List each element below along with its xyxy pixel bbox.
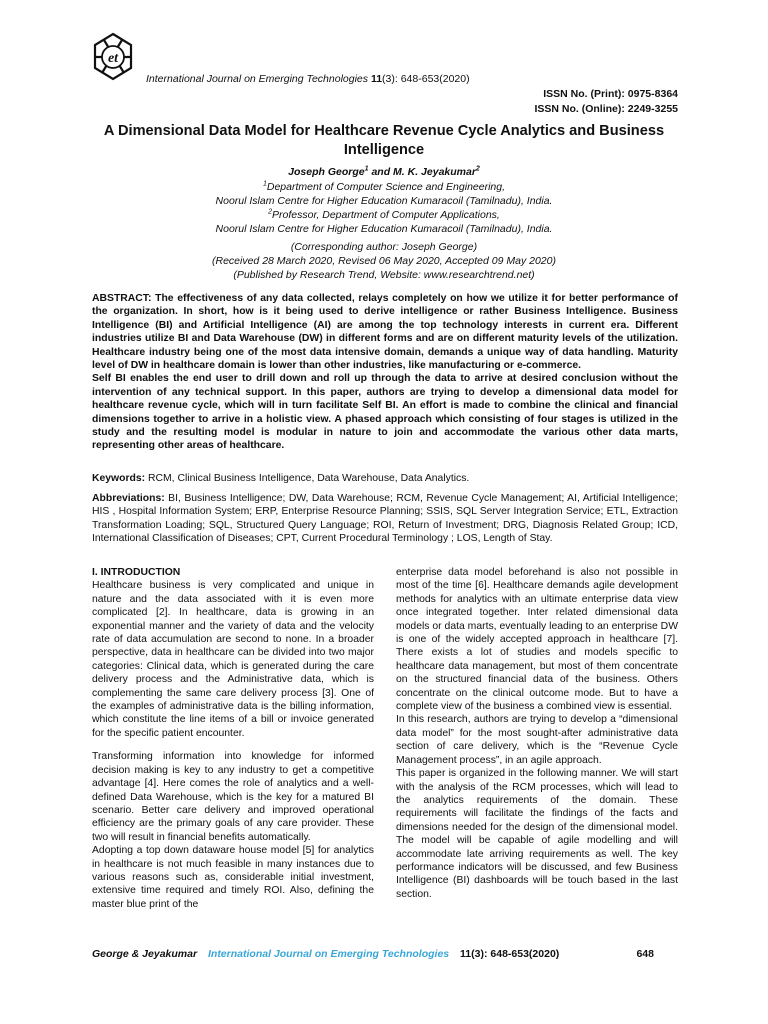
column-right (396, 566, 678, 901)
author-2-sup: 2 (475, 165, 480, 173)
column-left (92, 566, 374, 911)
footer-journal: International Journal on Emerging Technologies (207, 948, 450, 960)
journal-issue-pages: (3): 648-653(2020) (382, 73, 470, 85)
issn-print: ISSN No. (Print): 0975-8364 (543, 88, 678, 100)
abstract (92, 292, 678, 453)
svg-text:et: et (107, 51, 119, 66)
received-dates: (Received 28 March 2020, Revised 06 May 2020, Accepted 09 May 2020) (212, 255, 556, 267)
journal-name: International Journal on Emerging Technologies (146, 73, 369, 85)
affiliation-2-dept (92, 208, 676, 222)
journal-volume: 11 (370, 73, 383, 85)
affiliation-1-sup: 1 (262, 180, 267, 188)
journal-header (146, 73, 470, 85)
keywords (92, 472, 678, 485)
abbreviations-text: BI, Business Intelligence; DW, Data Warehouse; RCM, Revenue Cycle Management; AI, Artificial Intelligence; HIS , Hospital Information System; ERP, Enterprise Resource Planning; SSIS, SQL Server Integration Service; ETL, Extraction Transformation Loading; SQL, Structured Query Language; ROI, Return of Investment; DRG, Diagnosis Related Group; ICD, International Classification of Diseases; CPT, Current Procedural Terminology ; LOS, Length of Stay. (92, 493, 678, 545)
affiliation-1-text: Department of Computer Science and Engineering, (266, 181, 506, 193)
keywords-text: RCM, Clinical Business Intelligence, Data Warehouse, Data Analytics. (145, 473, 470, 484)
author-line (92, 166, 676, 178)
affiliation-2-sup: 2 (268, 208, 273, 216)
intro-paragraph-3: Adopting a top down dataware house model [5] for analytics in healthcare is not much feasible in many instances due to various reasons such as, considerable initial investment, extensive time required and timely ROI. Also, defining the master blue print of the (92, 845, 374, 910)
paper-title: A Dimensional Data Model for Healthcare Revenue Cycle Analytics and Business Intelligence (103, 123, 665, 158)
page-footer (92, 948, 678, 960)
footer-authors: George & Jeyakumar (92, 948, 198, 960)
affiliation-2-text: Professor, Department of Computer Applications, (272, 209, 500, 221)
author-2: M. K. Jeyakumar (393, 166, 476, 178)
intro-paragraph-2: Transforming information into knowledge for informed decision making is key to any industry to get a competitive advantage [4]. Here comes the role of analytics and a well-defined Data Warehouse, which is the key for a matured BI scenario. Better care delivery and improved operational efficiency are the primary goals of any care provider. These two will result in financial benefits automatically. (92, 751, 374, 843)
abstract-paragraph-1: ABSTRACT: The effectiveness of any data collected, relays completely on how we utilize it for better performance of the organization. In short, how is it being used to derive intelligence or rather Business Intelligence. Business Intelligence (BI) and Artificial Intelligence (AI) are among the top technology interests in current era. Different industries utilize BI and Data Warehouse (DW) in different forms and are on different maturity levels of the utilization. Healthcare industry being one of the most data intensive domain, demands a unique way of data handling. Maturity level of DW in healthcare domain is lower than other industries, like manufacturing or e-commerce. (92, 293, 678, 372)
abbreviations-label: Abbreviations: (92, 493, 165, 504)
issn-online: ISSN No. (Online): 2249-3255 (534, 103, 678, 115)
author-1: Joseph George (288, 166, 365, 178)
page-number: 648 (636, 948, 654, 960)
intro-paragraph-5: In this research, authors are trying to develop a “dimensional data model” for the most sought-after administrative data section of care delivery, which is the “Revenue Cycle Management process”, in an agile approach. (396, 714, 678, 766)
abstract-paragraph-2: Self BI enables the end user to drill down and roll up through the data to arrive at desired conclusion without the intervention of any technical support. In this paper, authors are trying to develop a dimensional data model for healthcare revenue cycle, which will in turn facilitate Self BI. An effort is made to combine the clinical and financial dimensions together to arrive in a holistic view. A phased approach which consisting of four stages is utilized in the study and the resulting model is modular in nature to join and accommodate the various other data marts, representing other areas of healthcare. (92, 373, 678, 452)
affiliation-1-dept (92, 180, 676, 194)
keywords-label: Keywords: (92, 473, 146, 484)
corresponding-author: (Corresponding author: Joseph George) (290, 241, 478, 253)
affiliation-2-inst: Noorul Islam Centre for Higher Education Kumaracoil (Tamilnadu), India. (215, 223, 553, 235)
affiliations (92, 180, 676, 236)
correspondence-block (92, 240, 676, 282)
intro-paragraph-6: This paper is organized in the following manner. We will start with the analysis of the RCM processes, which will lead to the analytics requirements of the domain. These requirements will facilitate the findings of the facts and dimensions needed for the design of the dimensional model. The model will be capable of agile modelling and will accommodate late arriving requirements as well. The key performance indicators will be discussed, and few Business Intelligence (BI) dashboards will be touch based in the last section. (396, 768, 678, 900)
abbreviations (92, 492, 678, 546)
author-and: and (368, 166, 394, 178)
published-by: (Published by Research Trend, Website: www.researchtrend.net) (233, 269, 535, 281)
journal-logo-icon (88, 30, 138, 84)
footer-volume: 11(3): 648-653(2020) (460, 948, 560, 960)
affiliation-1-inst: Noorul Islam Centre for Higher Education Kumaracoil (Tamilnadu), India. (215, 195, 553, 207)
intro-paragraph-4: enterprise data model beforehand is also not possible in most of the time [6]. Healthcare demands agile development methods for analytics with an ultimate enterprise data view once integrated together. Inter related dimensional data models or data marts, eventually leading to an enterprise DW is one of the widely accepted approach in healthcare [7]. There exists a lot of studies and models specific to healthcare data management, but most of them concentrate on the structured financial data of the business. Others concentrate on the clinical outcome mode. But to have a complete view of the business a combined view is essential. (396, 567, 678, 713)
author-1-sup: 1 (364, 165, 369, 173)
section-heading: I. INTRODUCTION (92, 567, 181, 578)
intro-paragraph-1: Healthcare business is very complicated and unique in nature and the data associated with it is even more complicated [2]. In healthcare, data is growing in an exponential manner and the variety of data and the velocity rate of data accumulation are second to none. In a broader perspective, data in healthcare can be divided into two major categories: Clinical data, which is generated during the care delivery process and the Administrative data, which is complementing the same care delivery process [3]. One of the examples of administrative data is the billing information, which constitute the line items of a bill or invoice generated for the specific patient encounter. (92, 580, 374, 739)
